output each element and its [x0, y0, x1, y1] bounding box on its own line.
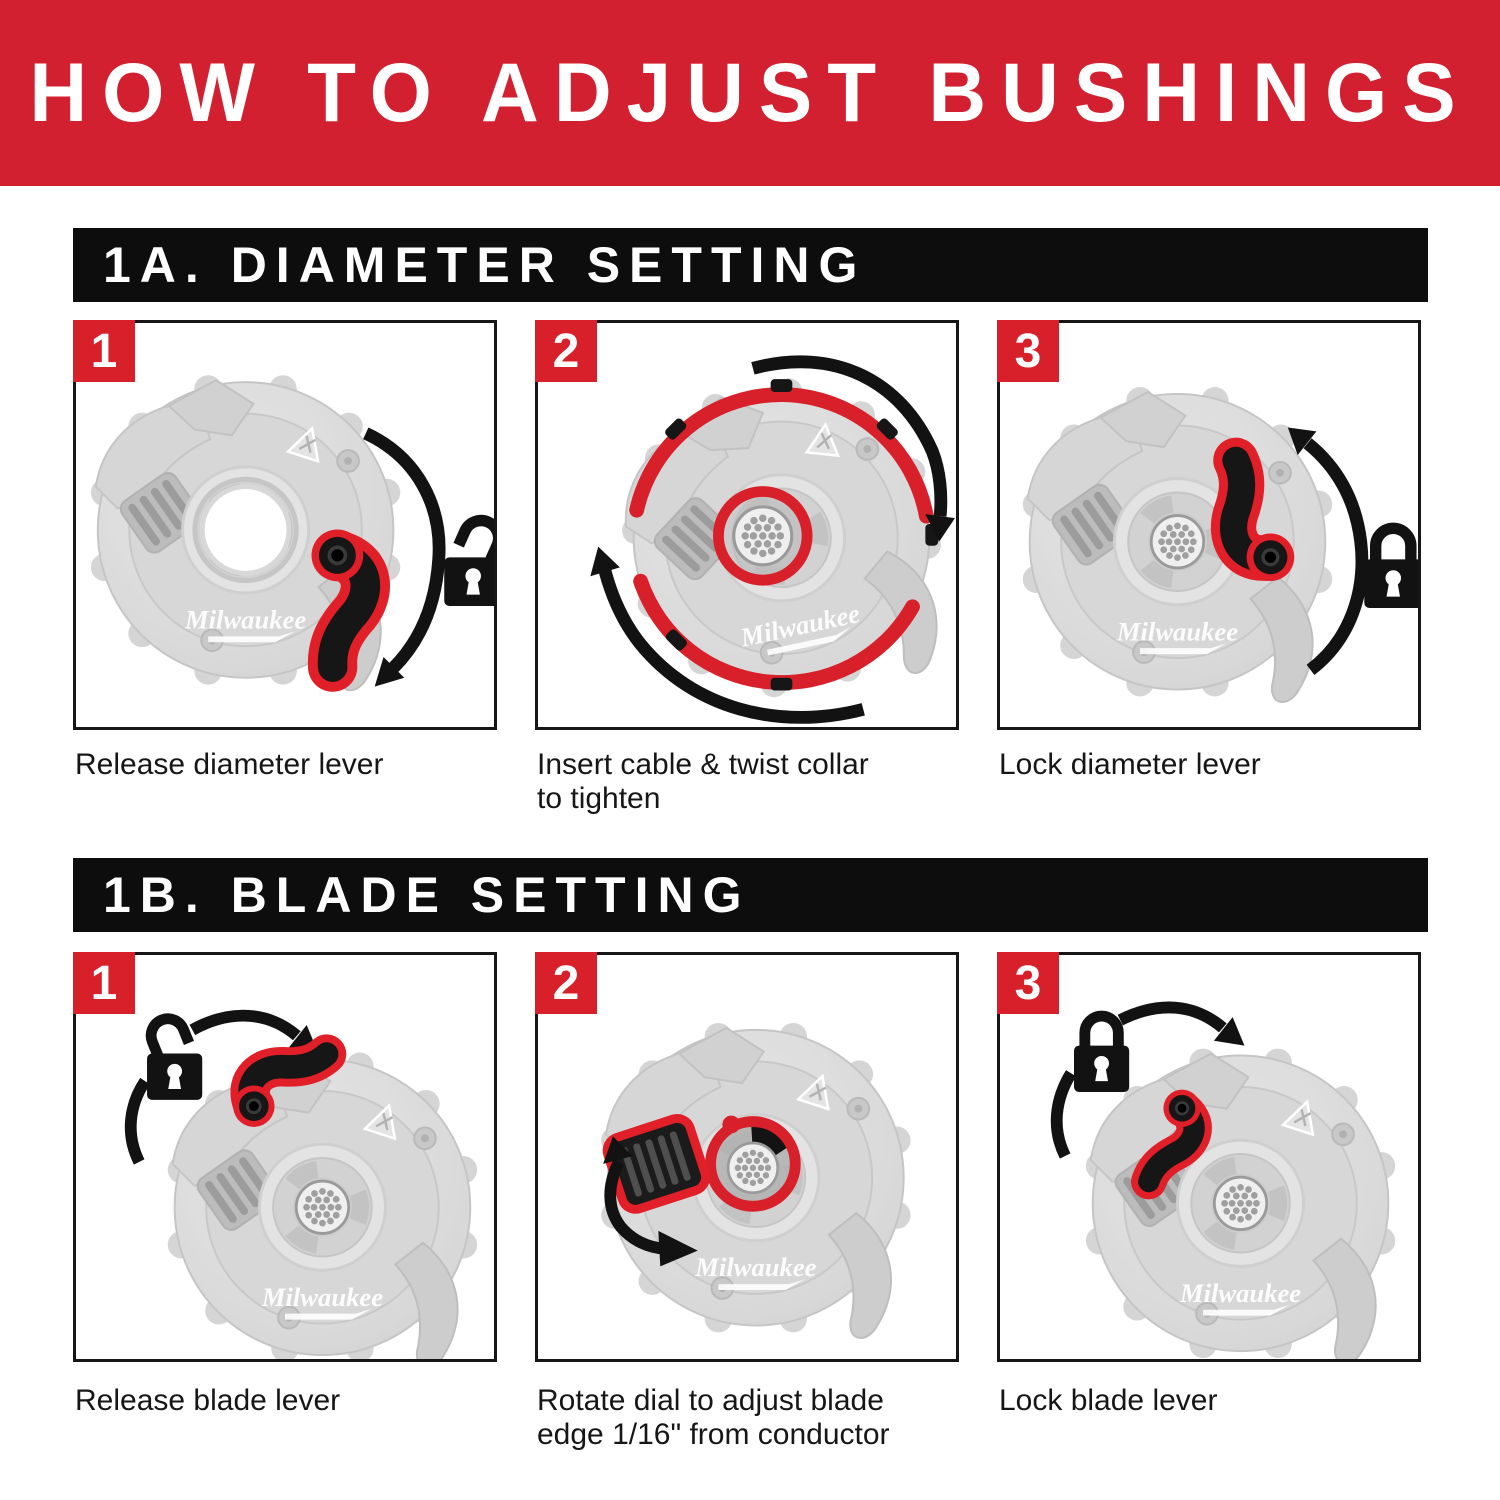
cable-illustration [728, 1143, 778, 1193]
step-illustration-rotate-dial [538, 955, 956, 1359]
step-panel-1a-3 [997, 320, 1421, 730]
caption-line: Release blade lever [75, 1384, 341, 1417]
step-panel-1b-3 [997, 952, 1421, 1362]
step-caption-release-diameter-lever [75, 748, 383, 782]
step-illustration-lock-blade-lever [1000, 955, 1418, 1359]
ring-notch [722, 1116, 740, 1134]
lock-closed-icon [1364, 528, 1418, 608]
caption-line: Lock blade lever [999, 1384, 1218, 1417]
caption-line: Rotate dial to adjust blade [537, 1384, 884, 1417]
step-panel-1b-1 [73, 952, 497, 1362]
caption-line: to tighten [537, 782, 661, 815]
step-panel-1b-2 [535, 952, 959, 1362]
step-illustration-lock-diameter-lever [1000, 323, 1418, 727]
empty-bushing-hole [194, 479, 296, 581]
page-title: HOW TO ADJUST BUSHINGS [29, 46, 1471, 139]
caption-line: Insert cable & twist collar [537, 748, 869, 781]
step-number-badge: 3 [997, 320, 1059, 382]
section-header-label: 1B. BLADE SETTING [103, 867, 751, 923]
section-header-diameter-setting [73, 228, 1428, 302]
cable-illustration [1214, 1177, 1266, 1229]
caption-line: edge 1/16" from conductor [537, 1418, 890, 1451]
step-caption-insert-cable [537, 748, 869, 816]
step-number-badge: 1 [73, 320, 135, 382]
step-number-badge: 1 [73, 952, 135, 1014]
step-number-badge: 3 [997, 952, 1059, 1014]
step-caption-rotate-dial [537, 1384, 890, 1452]
caption-line: Release diameter lever [75, 748, 384, 781]
lock-closed-icon [1074, 1016, 1129, 1092]
step-panel-1a-2 [535, 320, 959, 730]
step-illustration-insert-cable-twist-collar [538, 323, 956, 727]
caption-line: Lock diameter lever [999, 748, 1261, 781]
step-number-badge: 2 [535, 320, 597, 382]
lock-open-icon [444, 515, 494, 606]
cable-illustration [734, 507, 792, 565]
section-header-blade-setting [73, 858, 1428, 932]
title-banner [0, 0, 1500, 186]
section-header-label: 1A. DIAMETER SETTING [103, 237, 867, 293]
step-caption-lock-blade-lever [999, 1384, 1217, 1418]
step-caption-release-blade-lever [75, 1384, 340, 1418]
step-number-badge: 2 [535, 952, 597, 1014]
cable-illustration [1151, 516, 1203, 568]
step-illustration-release-diameter-lever [76, 323, 494, 727]
step-caption-lock-diameter-lever [999, 748, 1261, 782]
step-panel-1a-1 [73, 320, 497, 730]
cable-illustration [296, 1181, 348, 1233]
step-illustration-release-blade-lever [76, 955, 494, 1359]
